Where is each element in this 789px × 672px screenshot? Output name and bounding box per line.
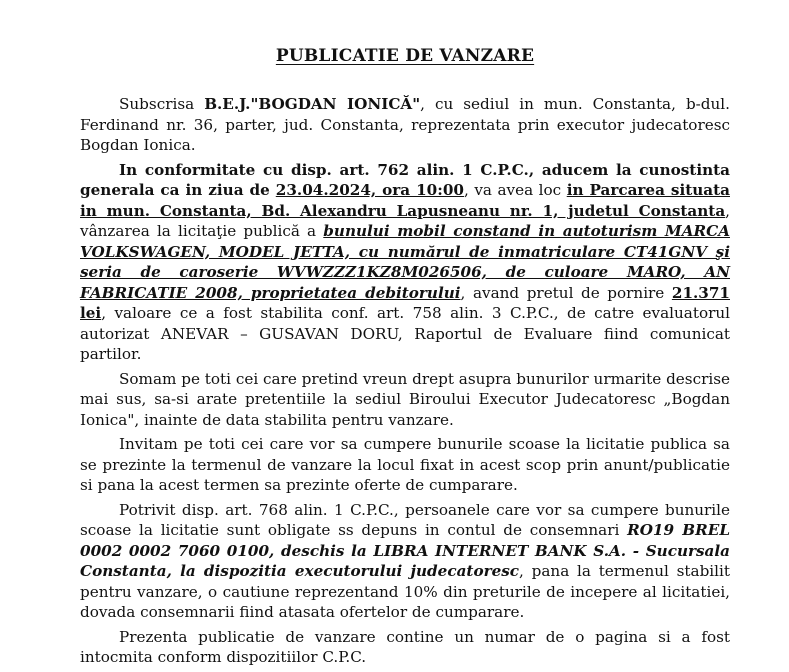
paragraph-claims-notice: Somam pe toti cei care pretind vreun drept asupra bunurilor urmarite descrise mai sus, sa-si arate pretentiile la sediul Biroului Executor Judecatoresc „Bogdan Ionica", inainte de data stabilita pentru vanzare. — [80, 369, 730, 429]
document-page — [80, 46, 730, 672]
auction-location: in Parcarea situata in mun. Constanta, Bd. Alexandru Lapusneanu nr. 1, judetul Constanta — [80, 181, 730, 220]
auction-sale-text: , vânzarea la licitaţie publică a — [80, 201, 730, 240]
paragraph-intro — [80, 94, 730, 156]
paragraph-invitation: Invitam pe toti cei care vor sa cumpere bunurile scoase la licitatie publica sa se prezinte la termenul de vanzare la locul fixat in acest scop prin anunt/publicatie si pana la acest termen sa prezinte oferte de cumparare. — [80, 435, 730, 494]
legal-basis-text: In conformitate cu disp. art. 762 alin. 1 C.P.C., aducem la cunostinta generala ca in ziua de — [80, 160, 730, 199]
vehicle-description: bunului mobil constand in autoturism MARCA VOLKSWAGEN, MODEL JETTA, cu numărul de inmatriculare CT41GNV şi seria de caroserie WVWZZZ1KZ8M026506, de culoare MARO, AN FABRICATIE 2008, proprietatea debitorului — [80, 222, 730, 302]
paragraph-closing: Prezenta publicatie de vanzare contine un numar de o pagina si a fost intocmita conform dispozitiilor C.P.C. — [80, 627, 730, 666]
document-title: PUBLICATIE DE VANZARE — [275, 46, 535, 66]
intro-address-text: , cu sediul in mun. Constanta, b-dul. Ferdinand nr. 36, parter, jud. Constanta, reprezentata prin executor judecatoresc Bogdan Ionica. — [80, 95, 730, 154]
auction-connector-text: , va avea loc — [463, 181, 567, 199]
intro-text: Subscrisa — [119, 95, 205, 113]
auction-date: 23.04.2024, ora 10:00 — [275, 181, 464, 199]
deposit-terms-text: , pana la termenul stabilit pentru vanzare, o cautiune reprezentand 10% din preturile de incepere al licitatiei, dovada consemnarii fiind atasata ofertelor de cumparare. — [80, 562, 730, 621]
starting-price-label: , avand pretul de pornire — [460, 283, 672, 302]
bank-account-details: RO19 BREL 0002 0002 7060 0100, deschis la LIBRA INTERNET BANK S.A. - Sucursala Constanta, la dispozitia executorului judecatoresc — [80, 521, 730, 580]
bailiff-office-name: B.E.J."BOGDAN IONICĂ" — [204, 95, 421, 113]
deposit-text: Potrivit disp. art. 768 alin. 1 C.P.C., persoanele care vor sa cumpere bunurile scoase la licitatie sunt obligate ss depuns in contul de consemnari — [80, 500, 730, 539]
starting-price-value: 21.371 lei — [80, 283, 730, 322]
paragraph-auction-details — [80, 160, 730, 365]
valuation-text: , valoare ce a fost stabilita conf. art. 758 alin. 3 C.P.C., de catre evaluatorul autorizat ANEVAR – GUSAVAN DORU, Raportul de Evaluare fiind comunicat partilor. — [80, 304, 730, 363]
paragraph-deposit — [80, 500, 730, 623]
